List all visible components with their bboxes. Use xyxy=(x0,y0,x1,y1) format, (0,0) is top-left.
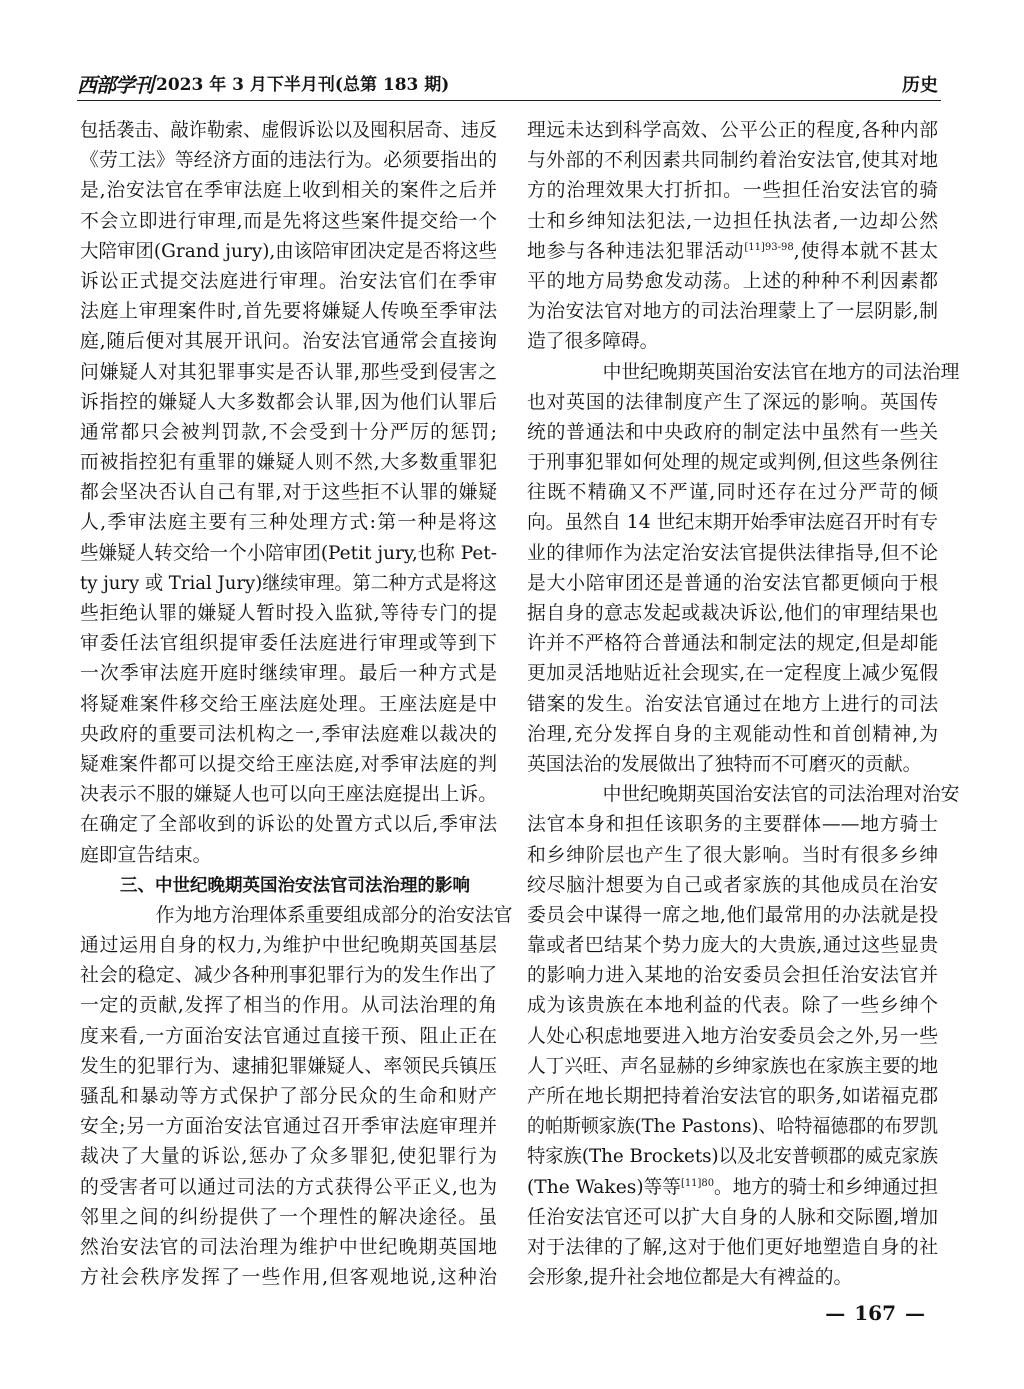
line-text: 通过运用自身的权力,为维护中世纪晚期英国基层 xyxy=(80,935,497,957)
line-text: 特家族(The Brockets)以及北安普顿郡的威克家族 xyxy=(527,1146,938,1168)
text-line xyxy=(527,1082,938,1112)
text-line xyxy=(527,1263,938,1293)
text-line xyxy=(527,690,938,720)
text-line xyxy=(80,176,497,206)
text-line xyxy=(80,267,497,297)
line-text: 通常都只会被判罚款,不会受到十分严厉的惩罚; xyxy=(80,421,497,443)
line-text xyxy=(527,241,938,262)
text-line xyxy=(80,750,497,780)
paragraph xyxy=(527,116,938,358)
line-text: 决表示不服的嫌疑人也可以向王座法庭提出上诉。 xyxy=(80,784,497,806)
line-text: 产所在地长期把持着治安法官的职务,如诺福克郡 xyxy=(527,1086,938,1107)
text-line xyxy=(527,1233,938,1263)
line-text: 任治安法官还可以扩大自身的人脉和交际圈,增加 xyxy=(527,1206,938,1228)
line-text: 的帕斯顿家族(The Pastons)、哈特福德郡的布罗凯 xyxy=(527,1116,938,1138)
running-header xyxy=(77,72,941,99)
text-line xyxy=(527,478,938,508)
line-text: 的影响力进入某地的治安委员会担任治安法官并 xyxy=(527,965,938,987)
line-text: 中世纪晚期英国治安法官在地方的司法治理 xyxy=(602,361,960,383)
text-line xyxy=(80,1173,497,1203)
text-line xyxy=(527,237,938,267)
text-line xyxy=(527,1022,938,1052)
text-line xyxy=(80,931,497,961)
footer-dash-left: — xyxy=(825,1301,846,1325)
line-text: 理远未达到科学高效、公平公正的程度,各种内部 xyxy=(527,120,938,141)
line-text: 错案的发生。治安法官通过在地方上进行的司法 xyxy=(527,693,938,715)
line-text: 的受害者可以通过司法的方式获得公平正义,也为 xyxy=(80,1176,497,1198)
text-line xyxy=(80,720,497,750)
line-text: 成为该贵族在本地利益的代表。除了一些乡绅个 xyxy=(527,995,938,1017)
text-line xyxy=(527,841,938,871)
text-line xyxy=(527,267,938,297)
line-text: 人,季审法庭主要有三种处理方式:第一种是将这 xyxy=(80,512,497,534)
text-line xyxy=(527,901,938,931)
line-text: 中世纪晚期英国治安法官的司法治理对治安 xyxy=(602,784,960,806)
text-line xyxy=(80,599,497,629)
line-text: 对于法律的了解,这对于他们更好地塑造自身的社 xyxy=(527,1236,938,1258)
line-text: 作为地方治理体系重要组成部分的治安法官 xyxy=(155,904,513,926)
text-line xyxy=(527,1112,938,1142)
line-text: 为治安法官对地方的司法治理蒙上了一层阴影,制 xyxy=(527,301,938,323)
line-text: 和乡绅阶层也产生了很大影响。当时有很多乡绅 xyxy=(527,844,938,866)
line-text: 庭,随后便对其展开讯问。治安法官通常会直接询 xyxy=(80,331,497,353)
text-line xyxy=(80,478,497,508)
text-line xyxy=(527,418,938,448)
line-text: 法庭上审理案件时,首先要将嫌疑人传唤至季审法 xyxy=(80,301,497,323)
line-text: 大陪审团(Grand jury),由该陪审团决定是否将这些 xyxy=(80,240,497,262)
line-text-after-citation: 。地方的骑士和乡绅通过担 xyxy=(714,1176,938,1198)
text-line xyxy=(80,116,497,146)
line-text: 方的治理效果大打折扣。一些担任治安法官的骑 xyxy=(527,180,938,202)
text-line xyxy=(527,176,938,206)
line-text: 一次季审法庭开庭时继续审理。最后一种方式是 xyxy=(80,663,497,685)
line-text: 平的地方局势愈发动荡。上述的种种不利因素都 xyxy=(527,270,938,292)
line-text: 疑难案件都可以提交给王座法庭,对季审法庭的判 xyxy=(80,753,497,775)
text-line xyxy=(80,690,497,720)
text-line xyxy=(527,810,938,840)
line-text: 会形象,提升社会地位都是大有裨益的。 xyxy=(527,1267,853,1289)
section-heading-text: 三、中世纪晚期英国治安法官司法治理的影响 xyxy=(120,875,470,896)
line-text: 裁决了大量的诉讼,惩办了众多罪犯,使犯罪行为 xyxy=(80,1146,497,1168)
page-footer xyxy=(825,1298,925,1328)
line-text: 士和乡绅知法犯法,一边担任执法者,一边却公然 xyxy=(527,210,938,232)
text-line xyxy=(527,780,960,810)
text-line xyxy=(80,448,497,478)
header-rule xyxy=(77,100,941,101)
line-text: 人处心积虑地要进入地方治安委员会之外,另一些 xyxy=(527,1025,938,1047)
line-text xyxy=(527,1173,938,1203)
line-text: 一定的贡献,发挥了相当的作用。从司法治理的角 xyxy=(80,995,497,1017)
section-label: 历史 xyxy=(902,75,938,96)
text-line xyxy=(80,629,497,659)
text-line xyxy=(527,871,938,901)
text-line xyxy=(80,569,497,599)
line-text: ty jury 或 Trial Jury)继续审理。第二种方式是将这 xyxy=(80,572,497,594)
page-number: 167 xyxy=(854,1301,896,1325)
line-text: 审委任法官组织提审委任法庭进行审理或等到下 xyxy=(80,633,497,655)
text-line xyxy=(527,539,938,569)
line-text: 将疑难案件移交给王座法庭处理。王座法庭是中 xyxy=(80,693,497,715)
left-column xyxy=(80,116,513,1293)
text-line xyxy=(80,991,497,1021)
line-text: 安全;另一方面治安法官通过召开季审法庭审理并 xyxy=(80,1116,497,1138)
issue-info: 2023 年 3 月下半月刊(总第 183 期) xyxy=(156,75,450,95)
line-text: 些嫌疑人转交给一个小陪审团(Petit jury,也称 Pet- xyxy=(80,542,497,564)
line-text: 庭即宣告结束。 xyxy=(80,844,212,866)
line-text: 包括袭击、敲诈勒索、虚假诉讼以及囤积居奇、违反 xyxy=(80,120,497,141)
section-heading xyxy=(80,871,497,901)
line-text: 统的普通法和中央政府的制定法中虽然有一些关 xyxy=(527,421,938,443)
citation-superscript: [11]80 xyxy=(680,1177,715,1189)
line-text: 发生的犯罪行为、逮捕犯罪嫌疑人、率领民兵镇压 xyxy=(80,1055,497,1077)
text-line xyxy=(80,146,497,176)
line-text: 据自身的意志发起或裁决诉讼,他们的审理结果也 xyxy=(527,603,938,624)
text-line xyxy=(80,539,497,569)
line-text: 在确定了全部收到的诉讼的处置方式以后,季审法 xyxy=(80,814,497,836)
text-line xyxy=(80,841,497,871)
text-line xyxy=(527,659,938,689)
paragraph xyxy=(80,116,497,871)
paragraph xyxy=(527,780,960,1293)
text-line xyxy=(527,207,938,237)
line-text: 邻里之间的纠纷提供了一个理性的解决途径。虽 xyxy=(80,1206,497,1228)
line-text-after-citation: ,使得本就不甚太 xyxy=(793,240,938,262)
line-text: 靠或者巴结某个势力庞大的大贵族,通过这些显贵 xyxy=(527,935,938,957)
text-line xyxy=(527,327,938,357)
paragraph xyxy=(527,358,960,781)
line-text: 许并不严格符合普通法和制定法的规定,但是却能 xyxy=(527,633,938,655)
text-line xyxy=(80,1203,497,1233)
text-line xyxy=(527,388,938,418)
text-line xyxy=(527,1173,938,1203)
text-line xyxy=(80,358,497,388)
line-text: 于刑事犯罪如何处理的规定或判例,但这些条例往 xyxy=(527,452,938,474)
text-line xyxy=(80,327,497,357)
line-text: 骚乱和暴动等方式保护了部分民众的生命和财产 xyxy=(80,1086,497,1107)
right-column xyxy=(527,116,960,1293)
text-line xyxy=(80,1112,497,1142)
line-text: 社会的稳定、减少各种刑事犯罪行为的发生作出了 xyxy=(80,965,497,987)
line-text: 央政府的重要司法机构之一,季审法庭难以裁决的 xyxy=(80,723,497,745)
text-line xyxy=(80,508,497,538)
text-line xyxy=(527,569,938,599)
line-text: 然治安法官的司法治理为维护中世纪晚期英国地 xyxy=(80,1236,497,1258)
line-text: 治理,充分发挥自身的主观能动性和首创精神,为 xyxy=(527,723,938,745)
text-line xyxy=(527,991,938,1021)
line-text: 人丁兴旺、声名显赫的乡绅家族也在家族主要的地 xyxy=(527,1055,938,1077)
line-text: 是,治安法官在季审法庭上收到相关的案件之后并 xyxy=(80,180,497,202)
line-text: 英国法治的发展做出了独特而不可磨灭的贡献。 xyxy=(527,753,922,775)
text-line xyxy=(80,237,497,267)
text-line xyxy=(527,1142,938,1172)
text-line xyxy=(527,358,960,388)
journal-logo: 西部学刊 xyxy=(77,73,153,97)
line-text: 造了很多障碍。 xyxy=(527,331,659,353)
line-text: 些拒绝认罪的嫌疑人暂时投入监狱,等待专门的提 xyxy=(80,603,497,624)
line-text: 也对英国的法律制度产生了深远的影响。英国传 xyxy=(527,391,938,413)
text-line xyxy=(527,116,938,146)
text-line xyxy=(527,297,938,327)
text-line xyxy=(80,297,497,327)
text-line xyxy=(80,659,497,689)
text-line xyxy=(527,629,938,659)
text-line xyxy=(527,146,938,176)
line-text: 更加灵活地贴近社会现实,在一定程度上减少冤假 xyxy=(527,663,938,685)
text-line xyxy=(527,1052,938,1082)
text-line xyxy=(80,418,497,448)
text-line xyxy=(80,1233,497,1263)
footer-dash-right: — xyxy=(905,1301,925,1325)
text-line xyxy=(527,508,938,538)
line-text: 不会立即进行审理,而是先将这些案件提交给一个 xyxy=(80,210,497,232)
line-text: 都会坚决否认自己有罪,对于这些拒不认罪的嫌疑 xyxy=(80,482,497,504)
text-line xyxy=(80,207,497,237)
text-line xyxy=(80,1082,497,1112)
line-text: 诉指控的嫌疑人大多数都会认罪,因为他们认罪后 xyxy=(80,391,497,413)
text-line xyxy=(527,720,938,750)
line-text-before-citation: 地参与各种违法犯罪活动 xyxy=(527,240,745,262)
text-line xyxy=(80,901,513,931)
text-line xyxy=(80,780,497,810)
line-text: 方社会秩序发挥了一些作用,但客观地说,这种治 xyxy=(80,1267,497,1289)
line-text-before-citation: (The Wakes)等等 xyxy=(527,1176,681,1198)
line-text: 业的律师作为法定治安法官提供法律指导,但不论 xyxy=(527,542,938,564)
line-text: 《劳工法》等经济方面的违法行为。必须要指出的 xyxy=(80,150,497,172)
text-line xyxy=(527,448,938,478)
text-line xyxy=(80,1142,497,1172)
text-line xyxy=(80,810,497,840)
line-text: 与外部的不利因素共同制约着治安法官,使其对地 xyxy=(527,150,938,172)
line-text: 委员会中谋得一席之地,他们最常用的办法就是投 xyxy=(527,904,938,926)
line-text: 诉讼正式提交法庭进行审理。治安法官们在季审 xyxy=(80,270,497,292)
text-line xyxy=(80,1263,497,1293)
line-text: 度来看,一方面治安法官通过直接干预、阻止正在 xyxy=(80,1025,497,1047)
text-line xyxy=(527,1203,938,1233)
paragraph xyxy=(80,901,513,1293)
text-line xyxy=(527,599,938,629)
text-line xyxy=(80,1022,497,1052)
text-line xyxy=(80,1052,497,1082)
text-line xyxy=(80,961,497,991)
text-line xyxy=(527,750,938,780)
line-text: 法官本身和担任该职务的主要群体——地方骑士 xyxy=(527,814,938,836)
line-text: 向。虽然自 14 世纪末期开始季审法庭召开时有专 xyxy=(527,512,938,534)
line-text: 是大小陪审团还是普通的治安法官都更倾向于根 xyxy=(527,572,938,594)
line-text: 往既不精确又不严谨,同时还存在过分严苛的倾 xyxy=(527,482,938,504)
line-text: 绞尽脑汁想要为自己或者家族的其他成员在治安 xyxy=(527,874,938,896)
line-text: 而被指控犯有重罪的嫌疑人则不然,大多数重罪犯 xyxy=(80,452,497,474)
line-text: 问嫌疑人对其犯罪事实是否认罪,那些受到侵害之 xyxy=(80,361,497,383)
text-line xyxy=(527,931,938,961)
text-line xyxy=(527,961,938,991)
text-line xyxy=(80,388,497,418)
citation-superscript: [11]93-98 xyxy=(744,241,794,253)
